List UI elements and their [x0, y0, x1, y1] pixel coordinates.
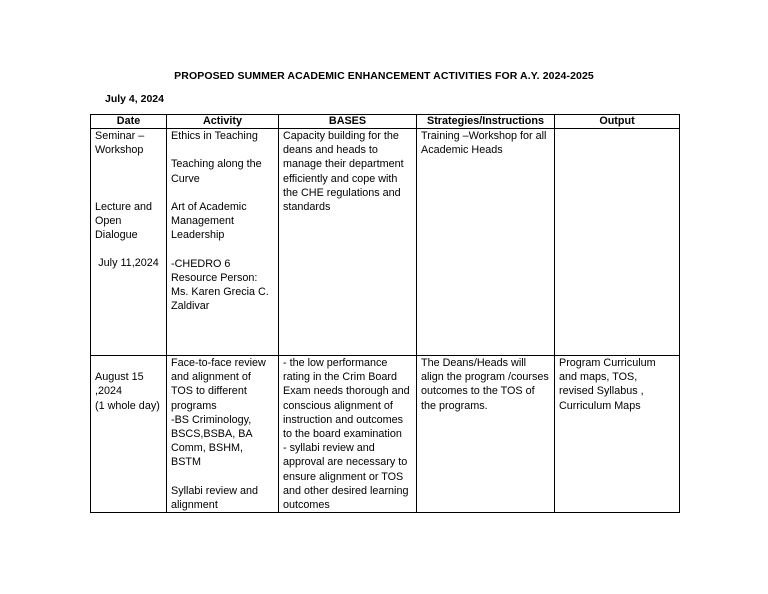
header-output: Output: [555, 115, 680, 129]
row2-output-cell: Program Curriculum and maps, TOS, revised Syllabus , Curriculum Maps: [555, 356, 680, 513]
header-bases: BASES: [279, 115, 417, 129]
row1-activity-1: Ethics in Teaching: [171, 130, 258, 142]
row2-bases-2: - syllabi review and approval are necessary to ensure alignment or TOS and other desired learning outcomes: [283, 442, 409, 512]
row2-bases-1: - the low performance rating in the Crim Board Exam needs thorough and conscious alignment of instruction and outcomes to the board examination: [283, 357, 410, 441]
row1-output-cell: [555, 129, 680, 356]
row2-activity-1: Face-to-face review and alignment of TOS to different programs: [171, 357, 266, 412]
table-header-row: [91, 115, 680, 129]
row2-programs: -BS Criminology, BSCS,BSBA, BA Comm, BSHM, BSTM: [171, 413, 253, 469]
row1-date-type: Seminar – Workshop: [95, 130, 145, 157]
row1-activity-3: Art of Academic Management Leadership: [171, 200, 247, 242]
row1-resource-person-label: -CHEDRO 6 Resource Person:: [171, 257, 258, 284]
row1-strategies-cell: Training –Workshop for all Academic Heads: [417, 129, 555, 356]
activities-table: [90, 114, 680, 513]
row2-bases-cell: [279, 356, 417, 513]
document-date: July 4, 2024: [105, 93, 164, 105]
row1-resource-person-name: Ms. Karen Grecia C. Zaldivar: [171, 286, 269, 313]
document-title: PROPOSED SUMMER ACADEMIC ENHANCEMENT ACTIVITIES FOR A.Y. 2024-2025: [174, 70, 594, 82]
table-row: [91, 356, 680, 513]
header-date: Date: [91, 115, 167, 129]
row2-date-duration: (1 whole day): [95, 399, 160, 412]
row1-bases-cell: Capacity building for the deans and heads to manage their department efficiently and cope with the CHE regulations and standards: [279, 129, 417, 356]
header-strategies: Strategies/Instructions: [417, 115, 555, 129]
row1-activity-2: Teaching along the Curve: [171, 158, 262, 185]
table-row: [91, 129, 680, 356]
header-activity: Activity: [167, 115, 279, 129]
row1-date-type-2: Lecture and Open Dialogue: [95, 200, 153, 241]
row2-activity-2: Syllabi review and alignment: [171, 484, 259, 512]
row2-activity-cell: [167, 356, 279, 513]
row1-activity-cell: [167, 129, 279, 356]
row1-date-cell: [91, 129, 167, 356]
row2-date-cell: [91, 356, 167, 513]
row2-date-value: August 15 ,2024: [95, 371, 144, 398]
row1-date-value: July 11,2024: [98, 257, 159, 270]
row2-strategies-cell: The Deans/Heads will align the program /courses outcomes to the TOS of the programs.: [417, 356, 555, 513]
